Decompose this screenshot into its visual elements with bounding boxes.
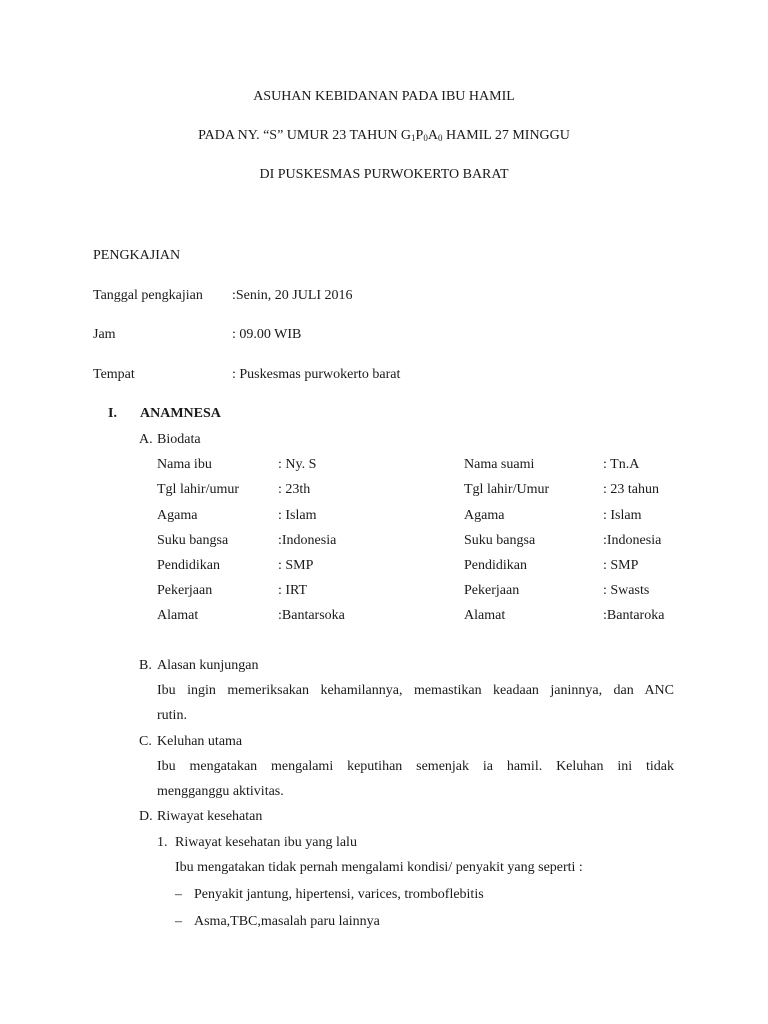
biodata-label: Pendidikan [464, 558, 527, 573]
biodata-label: Nama ibu [157, 457, 212, 472]
title-line-2-suffix: HAMIL 27 MINGGU [442, 128, 570, 143]
subsection-b-label: B. [139, 658, 152, 673]
biodata-value: :Bantaroka [603, 608, 665, 623]
title-p: P [415, 128, 424, 143]
biodata-value: : SMP [603, 558, 639, 573]
subsection-a-heading: Biodata [157, 432, 201, 447]
subsection-b-heading: Alasan kunjungan [157, 658, 259, 673]
biodata-label: Tgl lahir/umur [157, 482, 240, 497]
subsection-d-heading: Riwayat kesehatan [157, 809, 263, 824]
bullet-dash: – [175, 914, 182, 929]
document-title-line-2 [0, 127, 768, 147]
bullet-item: Asma,TBC,masalah paru lainnya [194, 914, 380, 929]
biodata-label: Pendidikan [157, 558, 220, 573]
biodata-label: Agama [157, 508, 198, 523]
biodata-value: : Islam [603, 508, 642, 523]
subsection-c-heading: Keluhan utama [157, 734, 243, 749]
keluhan-text-line-2: mengganggu aktivitas. [157, 784, 284, 799]
subsection-a-label: A. [139, 432, 153, 447]
section-number: I. [108, 406, 117, 421]
biodata-label: Suku bangsa [157, 533, 229, 548]
biodata-value: :Bantarsoka [278, 608, 345, 623]
biodata-value: :Indonesia [278, 533, 337, 548]
biodata-label: Suku bangsa [464, 533, 536, 548]
title-a: A [427, 128, 438, 143]
alasan-text-line-1: Ibu ingin memeriksakan kehamilannya, memastikan keadaan janinnya, dan ANC [157, 683, 674, 698]
riwayat-text: Ibu mengatakan tidak pernah mengalami kondisi/ penyakit yang seperti : [175, 860, 583, 875]
biodata-value: : Ny. S [278, 457, 317, 472]
title-line-2-prefix: PADA NY. “S” UMUR 23 TAHUN G [198, 128, 412, 143]
jam-value: : 09.00 WIB [232, 327, 302, 342]
list-item-heading: Riwayat kesehatan ibu yang lalu [175, 835, 357, 850]
list-item-number: 1. [157, 835, 168, 850]
tanggal-value: :Senin, 20 JULI 2016 [232, 288, 353, 303]
tempat-label: Tempat [93, 367, 135, 382]
biodata-label: Nama suami [464, 457, 535, 472]
biodata-value: : Swasts [603, 583, 650, 598]
biodata-label: Alamat [157, 608, 199, 623]
tanggal-label: Tanggal pengkajian [93, 288, 203, 303]
biodata-value: : IRT [278, 583, 308, 598]
gravida-subscript: 1 [411, 133, 416, 143]
biodata-value: :Indonesia [603, 533, 662, 548]
biodata-value: : Islam [278, 508, 317, 523]
biodata-label: Alamat [464, 608, 506, 623]
tempat-value: : Puskesmas purwokerto barat [232, 367, 401, 382]
section-heading: ANAMNESA [140, 406, 221, 421]
abortus-subscript: 0 [437, 133, 443, 143]
biodata-label: Pekerjaan [464, 583, 520, 598]
subsection-d-label: D. [139, 809, 153, 824]
pengkajian-heading: PENGKAJIAN [93, 248, 181, 263]
biodata-value: : Tn.A [603, 457, 640, 472]
biodata-value: : 23 tahun [603, 482, 659, 497]
keluhan-text-line-1: Ibu mengatakan mengalami keputihan semenjak ia hamil. Keluhan ini tidak [157, 759, 674, 774]
biodata-label: Tgl lahir/Umur [464, 482, 550, 497]
alasan-text-line-2: rutin. [157, 708, 187, 723]
document-title-line-3: DI PUSKESMAS PURWOKERTO BARAT [259, 167, 509, 182]
biodata-label: Agama [464, 508, 505, 523]
jam-label: Jam [93, 327, 116, 342]
document-title-line-1: ASUHAN KEBIDANAN PADA IBU HAMIL [253, 89, 515, 104]
bullet-item: Penyakit jantung, hipertensi, varices, tromboflebitis [194, 887, 484, 902]
bullet-dash: – [175, 887, 182, 902]
biodata-label: Pekerjaan [157, 583, 213, 598]
para-subscript: 0 [423, 133, 428, 143]
biodata-value: : SMP [278, 558, 314, 573]
subsection-c-label: C. [139, 734, 152, 749]
biodata-value: : 23th [278, 482, 311, 497]
